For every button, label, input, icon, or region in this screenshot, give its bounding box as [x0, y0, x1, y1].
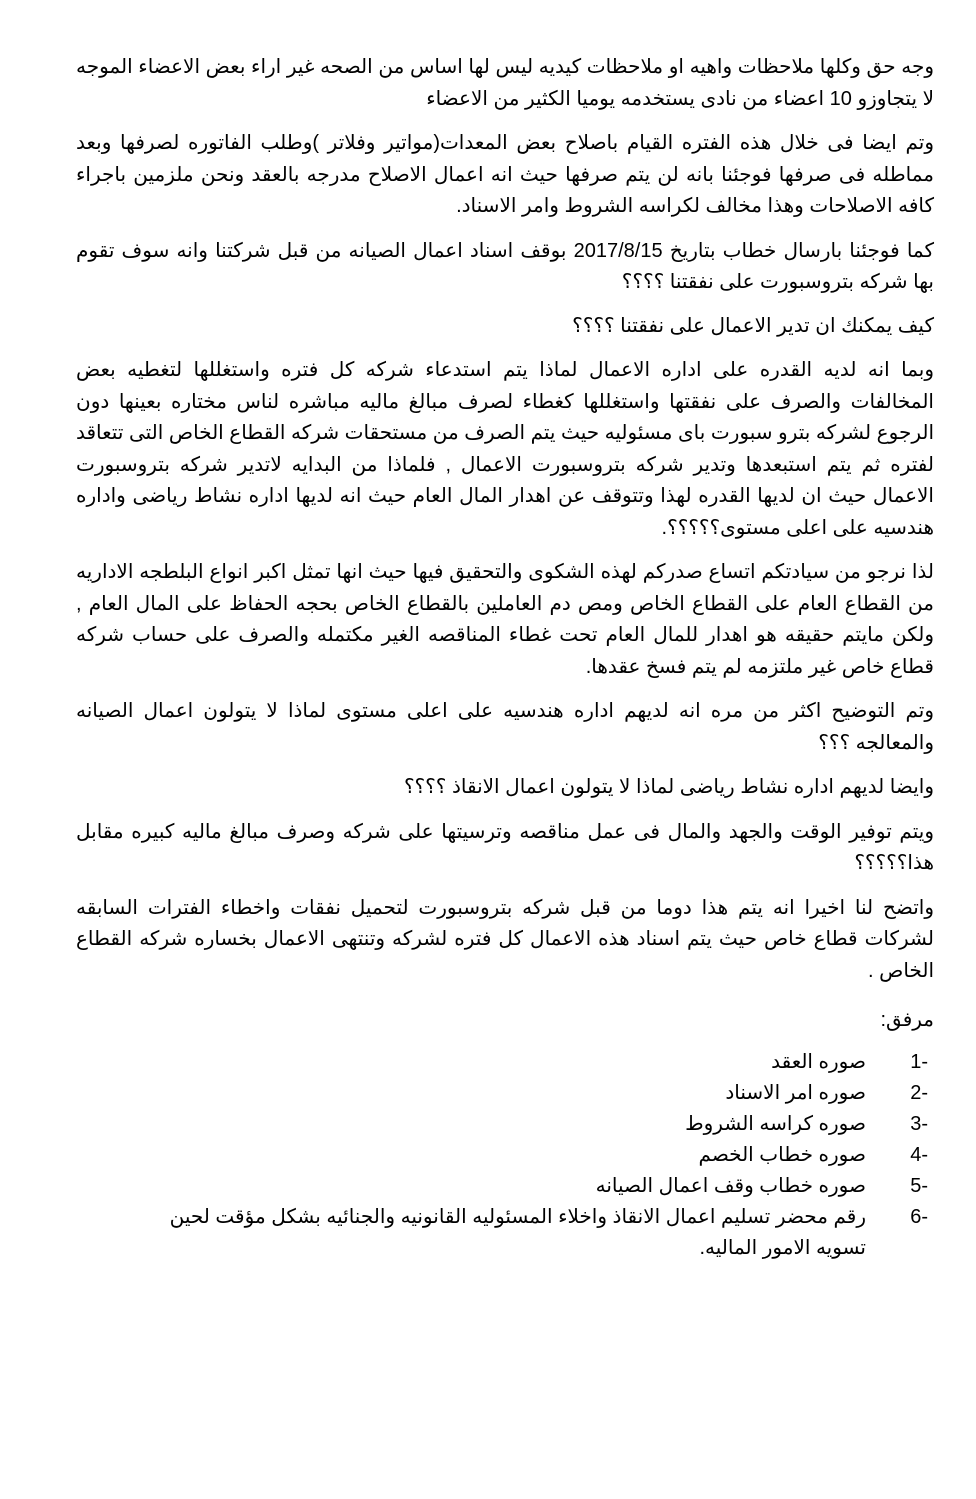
- attachment-item: [76, 1109, 934, 1140]
- paragraph-capacity-argument: وبما انه لديه القدره على اداره الاعمال لماذا يتم استدعاء شركه كل فتره واستغللها لتغطيه بعض المخالفات والصرف على نفقتها واستغللها كغطاء لصرف مبالغ ماليه مباشره لناس مختاره بعينها دون الرجوع لشركه بترو سبورت باى مسئوليه حيث يتم الصرف من مستحقات شركه القطاع الخاص التى تتعاقد لفتره ثم يتم استبعدها وتدير شركه بتروسبورت الاعمال , فلماذا من البدايه لاتدير شركه بتروسبورت الاعمال حيث ان لديها القدره لهذا وتتوقف عن اهدار المال العام حيث انه لديها اداره نشاط رياضى واداره هندسيه على اعلى مستوى؟؟؟؟؟.: [76, 359, 934, 539]
- paragraph-question: كيف يمكنك ان تدير الاعمال على نفقتنا ؟؟؟؟: [572, 314, 934, 337]
- paragraph-stop-letter: كما فوجئنا بارسال خطاب بتاريخ 2017/8/15 بوقف اسناد اعمال الصيانه من قبل شركتنا وانه سوف تقوم بها شركه بتروسبورت على نفقتنا ؟؟؟؟: [76, 239, 934, 293]
- paragraph-equipment-repair: وتم ايضا فى خلال هذه الفتره القيام باصلاح بعض المعدات(مواتير وفلاتر )وطلب الفاتوره لصرفها وبعد مماطله فى صرفها فوجئنا بانه لن يتم صرفها حيث انه اعمال الاصلاح مدرجه بالعقد ونحن ملزمين باجراء كافه الاصلاحات وهذا مخالف لكراسه الشروط وامر الاسناد.: [76, 132, 934, 217]
- paragraph-member-complaints: وجه حق وكلها ملاحظات واهيه او ملاحظات كيديه ليس لها اساس من الصحه غير اراء بعض الاعضاء الموجه لا يتجاوزو 10 اعضاء من نادى يستخدمه يوميا الكثير من الاعضاء: [76, 56, 934, 110]
- attachment-item: [76, 1202, 934, 1264]
- attachment-number: 6-: [910, 1205, 928, 1228]
- attachment-number: 3-: [910, 1112, 928, 1135]
- attachment-number: 2-: [910, 1081, 928, 1104]
- paragraph-conclusion: واتضح لنا اخيرا انه يتم هذا دوما من قبل شركه بتروسبورت لتحميل نفقات واخطاء الفترات السابقه لشركات قطاع خاص حيث يتم اسناد هذه الاعمال كل فتره لشركه وتنتهى الاعمال بخساره شركه القطاع الخاص .: [76, 896, 934, 982]
- attachment-text: صوره خطاب الخصم: [698, 1143, 866, 1166]
- attachment-text: صوره خطاب وقف اعمال الصيانه: [595, 1174, 866, 1197]
- paragraph-tender-cost: ويتم توفير الوقت والجهد والمال فى عمل مناقصه وترسيتها على شركه وصرف مبالغ ماليه كبيره مقابل هذا؟؟؟؟؟: [76, 820, 934, 874]
- paragraph-engineering-department: وتم التوضيح اكثر من مره انه لديهم اداره هندسيه على اعلى مستوى لماذا لا يتولون اعمال الصيانه والمعالجه ؟؟؟: [76, 700, 934, 754]
- attachment-number: 4-: [910, 1143, 928, 1166]
- attachment-item: [76, 1171, 934, 1202]
- attachments-list: [76, 1047, 934, 1264]
- attachment-item: [76, 1078, 934, 1109]
- paragraph-rescue-works: وايضا لديهم اداره نشاط رياضى لماذا لا يتولون اعمال الانقاذ ؟؟؟؟: [403, 776, 934, 798]
- attachment-number: 1-: [910, 1050, 928, 1073]
- attachments-heading: مرفق:: [880, 1009, 934, 1031]
- attachment-item: [76, 1047, 934, 1078]
- attachment-text: رقم محضر تسليم اعمال الانقاذ واخلاء المسئوليه القانونيه والجنائيه بشكل مؤقت لحين تسويه الامور الماليه.: [169, 1205, 866, 1259]
- attachment-text: صوره امر الاسناد: [725, 1081, 866, 1104]
- attachment-item: [76, 1140, 934, 1171]
- document-page: [76, 52, 934, 1264]
- attachment-text: صوره كراسه الشروط: [685, 1112, 866, 1135]
- attachment-text: صوره العقد: [771, 1050, 866, 1073]
- attachment-number: 5-: [910, 1174, 928, 1197]
- paragraph-request-investigation: لذا نرجو من سيادتكم اتساع صدركم لهذه الشكوى والتحقيق فيها حيث انها تمثل اكبر انواع البلطجه الاداريه من القطاع العام على القطاع الخاص ومص دم العاملين بالقطاع الخاص بحجه الحفاظ على المال العام , ولكن مايتم حقيقه هو اهدار للمال العام تحت غطاء المناقصه الغير مكتمله والصرف على حساب شركه قطاع خاص غير ملتزمه لم يتم فسخ عقدها.: [76, 561, 934, 678]
